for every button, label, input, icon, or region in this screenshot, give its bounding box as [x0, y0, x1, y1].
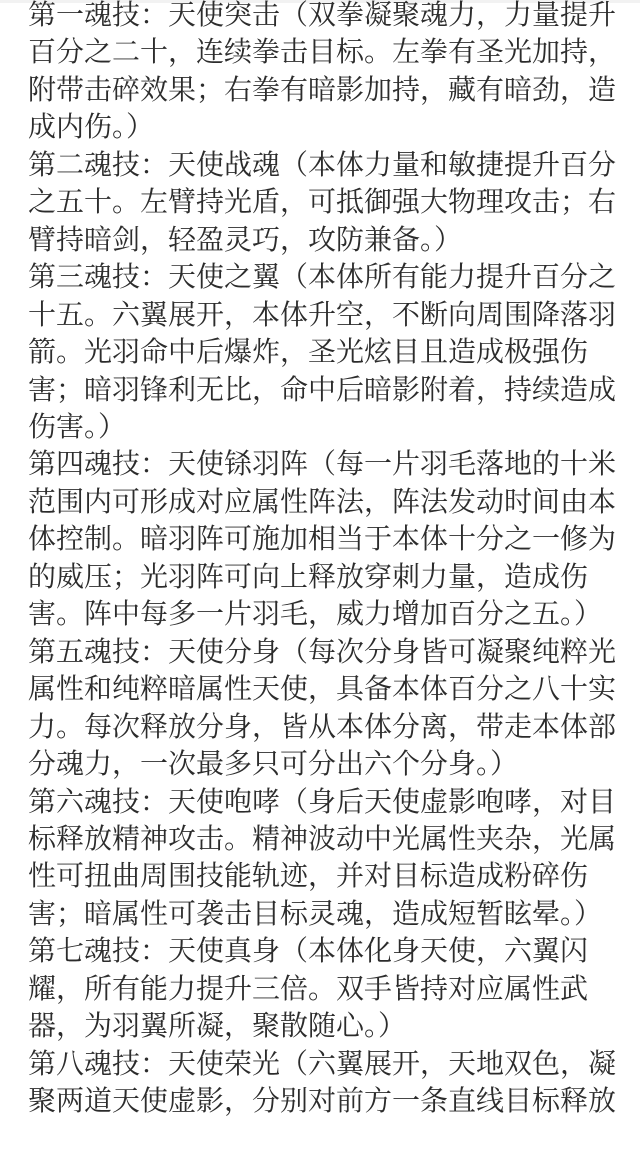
skill-paragraph-5: 第五魂技：天使分身（每次分身皆可凝聚纯粹光属性和纯粹暗属性天使，具备本体百分之八十实力。每次释放分身，皆从本体分离，带走本体部分魂力，一次最多只可分出六个分身。） — [28, 634, 617, 781]
skill-paragraph-8: 第八魂技：天使荣光（六翼展开，天地双色，凝聚两道天使虚影，分别对前方一条直线目标释放 — [28, 1046, 617, 1118]
novel-text-body — [28, 0, 617, 1120]
skill-paragraph-3: 第三魂技：天使之翼（本体所有能力提升百分之十五。六翼展开，本体升空，不断向周围降落羽箭。光羽命中后爆炸，圣光炫目且造成极强伤害；暗羽锋利无比，命中后暗影附着，持续造成伤害。） — [28, 260, 617, 443]
skill-paragraph-2: 第二魂技：天使战魂（本体力量和敏捷提升百分之五十。左臂持光盾，可抵御强大物理攻击；右臂持暗剑，轻盈灵巧，攻防兼备。） — [28, 147, 617, 256]
skill-paragraph-6: 第六魂技：天使咆哮（身后天使虚影咆哮，对目标释放精神攻击。精神波动中光属性夹杂，光属性可扭曲周围技能轨迹，并对目标造成粉碎伤害；暗属性可袭击目标灵魂，造成短暂眩晕。） — [28, 784, 617, 930]
skill-paragraph-1: 第一魂技：天使突击（双拳凝聚魂力，力量提升百分之二十，连续拳击目标。左拳有圣光加持，附带击碎效果；右拳有暗影加持，藏有暗劲，造成内伤。） — [28, 0, 617, 144]
skill-paragraph-7: 第七魂技：天使真身（本体化身天使，六翼闪耀，所有能力提升三倍。双手皆持对应属性武器，为羽翼所凝，聚散随心。） — [28, 934, 589, 1043]
skill-paragraph-4: 第四魂技：天使铩羽阵（每一片羽毛落地的十米范围内可形成对应属性阵法，阵法发动时间由本体控制。暗羽阵可施加相当于本体十分之一修为的威压；光羽阵可向上释放穿刺力量，造成伤害。阵中每多一片羽毛，威力增加百分之五。） — [28, 447, 617, 631]
